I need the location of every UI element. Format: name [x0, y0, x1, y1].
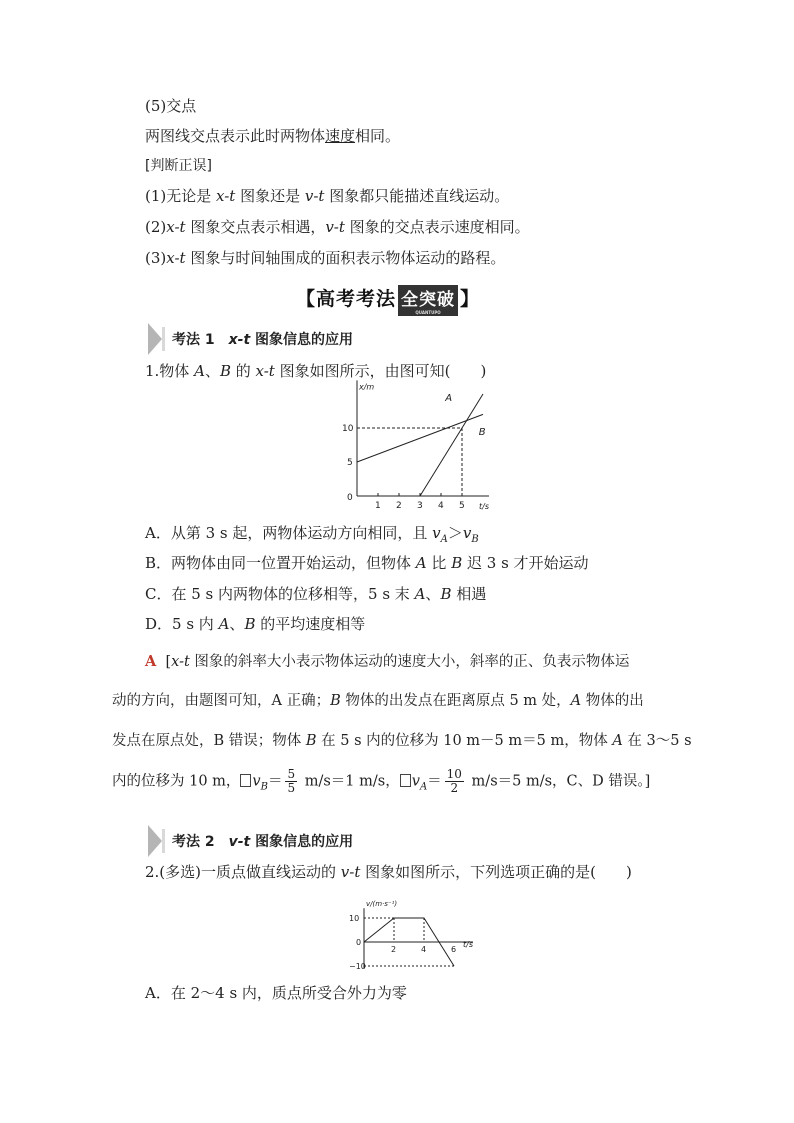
- method-header-1: 考法 1 x-t 图象信息的应用: [148, 323, 378, 355]
- series-line-B: [357, 414, 483, 462]
- missing-glyph-icon: [240, 774, 251, 787]
- subsection-heading: (5)交点: [145, 97, 197, 115]
- arrow-marker-icon: [148, 825, 162, 857]
- answer-1-line-3: 发点在原点处，B 错误；物体 B 在 5 s 内的位移为 10 m－5 m＝5 m，物体 A 在 3～5 s: [112, 733, 692, 749]
- series-label-A: A: [445, 392, 453, 404]
- x-axis-label: t/s: [479, 502, 489, 511]
- arrow-marker-icon: [148, 323, 162, 355]
- question-2-stem: 2.(多选)一质点做直线运动的 v-t 图象如图所示，下列选项正确的是( ): [145, 863, 632, 881]
- xt-chart: [330, 382, 500, 512]
- judge-item-2: (2)x-t 图象交点表示相遇，v-t 图象的交点表示速度相同。: [145, 218, 530, 236]
- y-tick-label: 5: [347, 458, 353, 468]
- section-banner: 【高考考法 全突破 QUANTUPO 】: [296, 284, 480, 316]
- question-2-option-a: A．在 2～4 s 内，质点所受合外力为零: [145, 984, 407, 1002]
- series-line-A: [420, 394, 483, 496]
- x-tick-label: 5: [459, 501, 465, 511]
- x-tick-label: 6: [451, 945, 457, 954]
- x-tick-label: 2: [396, 501, 402, 511]
- x-tick-label: 3: [417, 501, 423, 511]
- series-label-B: B: [478, 426, 486, 438]
- emphasis-word: 速度: [325, 127, 356, 145]
- x-tick-label: 4: [438, 501, 444, 511]
- tick-label-origin: 0: [347, 493, 353, 503]
- x-tick-label: 2: [391, 945, 397, 954]
- banner-stamp: 全突破 QUANTUPO: [398, 285, 458, 316]
- answer-1-line-4: 内的位移为 10 m， $v_B=$ $\frac{5}{5}$ m/s＝1 m/s， $v_A=$ $\frac{10}{2}$ m/s＝5 m/s，C、D 错误。]: [112, 767, 651, 795]
- y-axis-label: x/m: [359, 382, 375, 392]
- x-axis-label: t/s: [463, 940, 473, 949]
- y-tick-label: 0: [356, 938, 362, 947]
- option-c: C．在 5 s 内两物体的位移相等，5 s 末 A、B 相遇: [145, 585, 487, 603]
- option-b: B．两物体由同一位置开始运动，但物体 A 比 B 迟 3 s 才开始运动: [145, 554, 589, 572]
- answer-letter: A: [145, 653, 157, 670]
- intersection-text: 两图线交点表示此时两物体速度相同。: [145, 127, 401, 145]
- option-d: D．5 s 内 A、B 的平均速度相等: [145, 615, 366, 633]
- judge-item-1: (1)无论是 x-t 图象还是 v-t 图象都只能描述直线运动。: [145, 187, 510, 205]
- option-a: A．从第 3 s 起，两物体运动方向相同，且 $v_A>v_B$: [145, 524, 479, 545]
- y-tick-label: −10: [349, 962, 366, 971]
- missing-glyph-icon: [400, 774, 411, 787]
- fraction-2: $\frac{10}{2}$: [446, 767, 462, 795]
- method-header-2: 考法 2 v-t 图象信息的应用: [148, 825, 378, 857]
- judge-label: [判断正误]: [145, 158, 212, 174]
- y-axis-label: v/(m·s⁻¹): [366, 900, 398, 909]
- fraction-1: $\frac{5}{5}$: [287, 767, 296, 795]
- answer-1-line-2: 动的方向，由题图可知，A 正确；B 物体的出发点在距离原点 5 m 处，A 物体的出: [112, 693, 644, 709]
- y-tick-label: 10: [342, 424, 354, 434]
- y-tick-label: 10: [349, 914, 360, 923]
- question-1-stem: 1.物体 A、B 的 x-t 图象如图所示，由图可知( ): [145, 362, 487, 380]
- x-tick-label: 1: [375, 501, 381, 511]
- answer-1-line-1: A [x-t 图象的斜率大小表示物体运动的速度大小，斜率的正、负表示物体运: [145, 653, 630, 670]
- judge-item-3: (3)x-t 图象与时间轴围成的面积表示物体运动的路程。: [145, 249, 506, 267]
- x-tick-label: 4: [421, 945, 427, 954]
- vt-chart: [336, 890, 486, 970]
